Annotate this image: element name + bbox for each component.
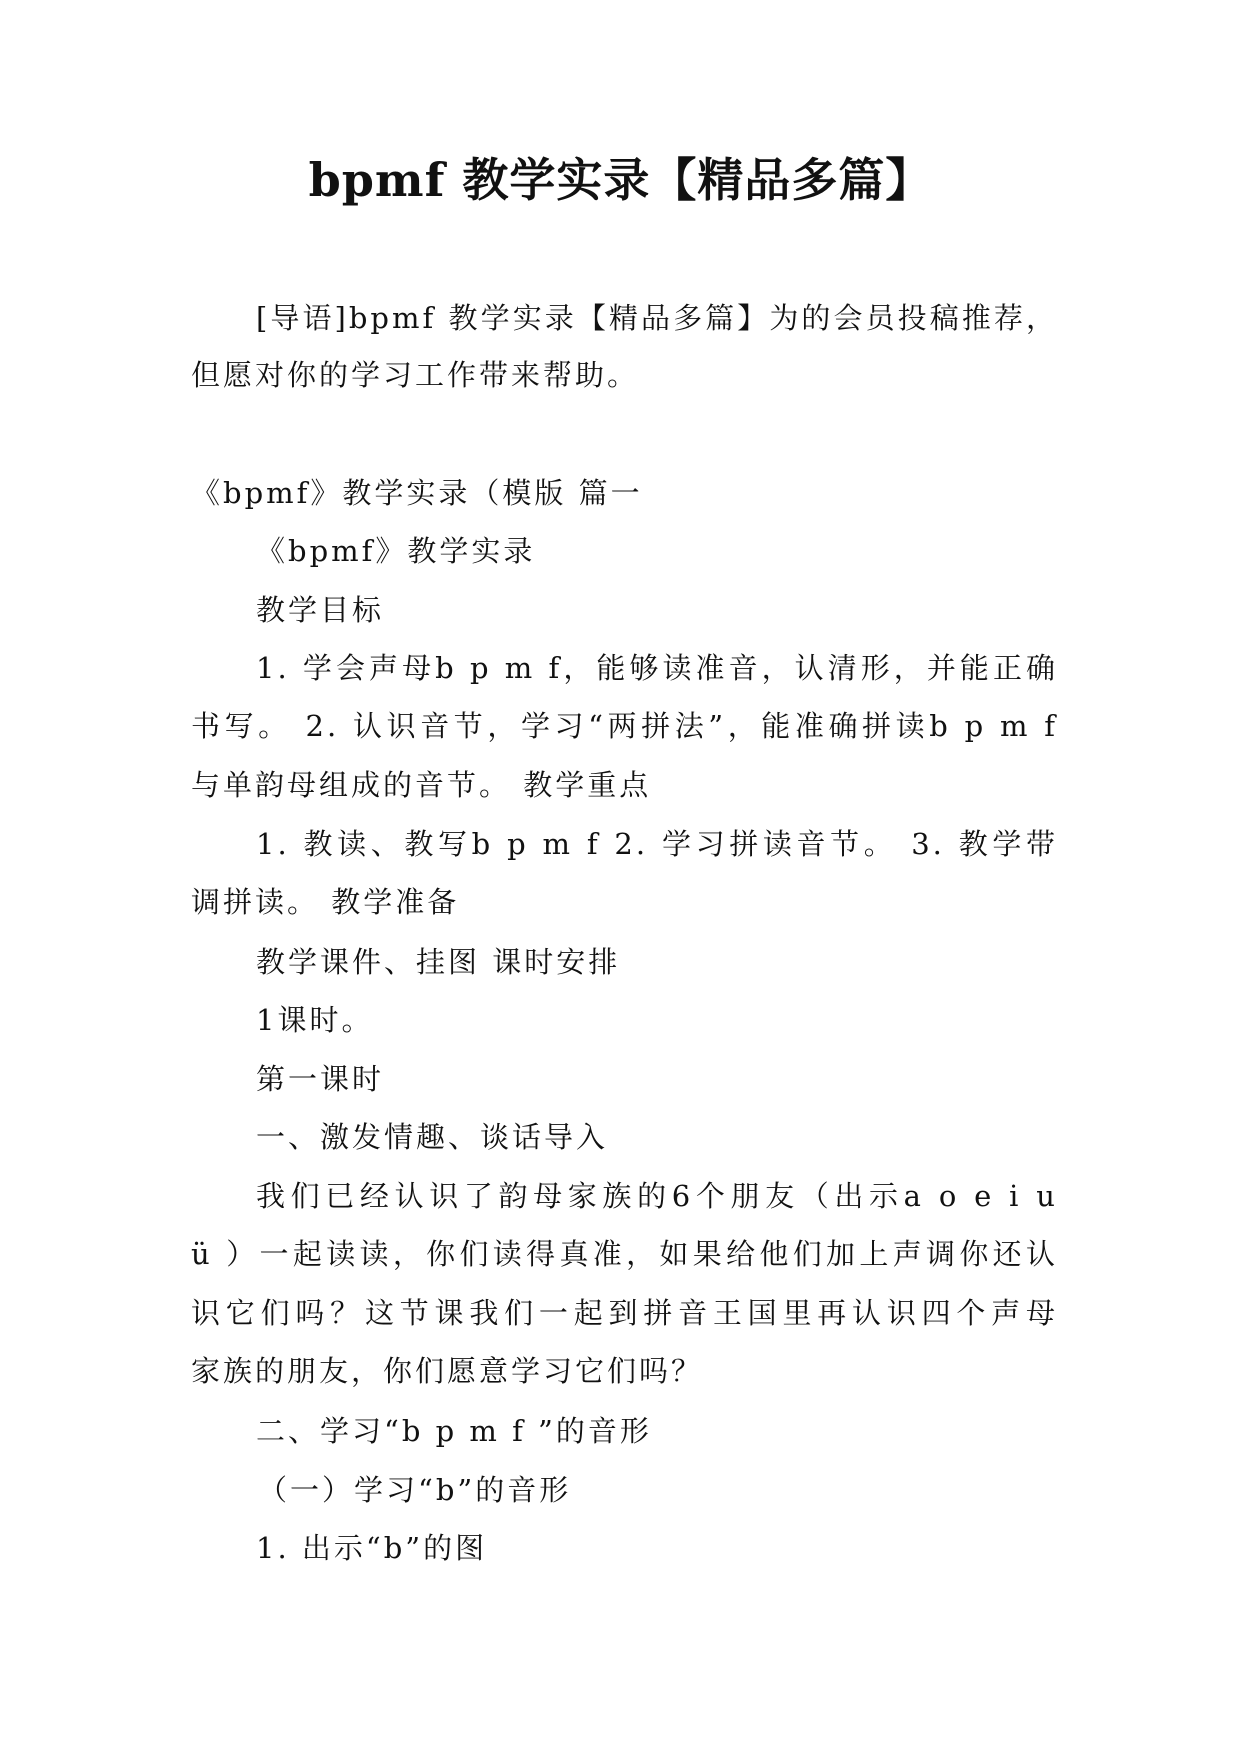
- body-line: 识它们吗？这节课我们一起到拼音王国里再认识四个声母: [191, 1296, 1058, 1330]
- body-line: 一、激发情趣、谈话导入: [256, 1120, 609, 1154]
- body-line: 《bpmf》教学实录: [256, 534, 536, 568]
- body-line: 1. 出示“b”的图: [256, 1531, 488, 1565]
- section-heading: 《bpmf》教学实录（模版 篇一: [191, 476, 643, 510]
- body-line: 1. 学会声母b p m f，能够读准音，认清形，并能正确: [256, 651, 1058, 685]
- body-line: 1课时。: [256, 1003, 374, 1037]
- body-line: 我们已经认识了韵母家族的6个朋友（出示a o e i u: [256, 1179, 1058, 1213]
- intro-line: [导语]bpmf 教学实录【精品多篇】为的会员投稿推荐，: [256, 301, 1058, 335]
- body-line: 与单韵母组成的音节。 教学重点: [191, 768, 652, 802]
- body-line: 二、学习“b p m f ”的音形: [256, 1414, 652, 1448]
- body-line: 书写。 2. 认识音节，学习“两拼法”，能准确拼读b p m f: [191, 709, 1058, 743]
- intro-line: 但愿对你的学习工作带来帮助。: [191, 358, 640, 392]
- body-line: 第一课时: [256, 1062, 385, 1096]
- body-line: 家族的朋友，你们愿意学习它们吗？: [191, 1354, 704, 1388]
- body-line: 教学课件、挂图 课时安排: [256, 945, 621, 979]
- body-line: （一）学习“b”的音形: [258, 1473, 572, 1507]
- body-line: 1. 教读、教写b p m f 2. 学习拼读音节。 3. 教学带: [256, 827, 1058, 861]
- body-line: ü ）一起读读，你们读得真准，如果给他们加上声调你还认: [191, 1237, 1058, 1271]
- body-line: 调拼读。 教学准备: [191, 885, 460, 919]
- body-line: 教学目标: [256, 593, 385, 627]
- document-title: bpmf 教学实录【精品多篇】: [308, 153, 933, 207]
